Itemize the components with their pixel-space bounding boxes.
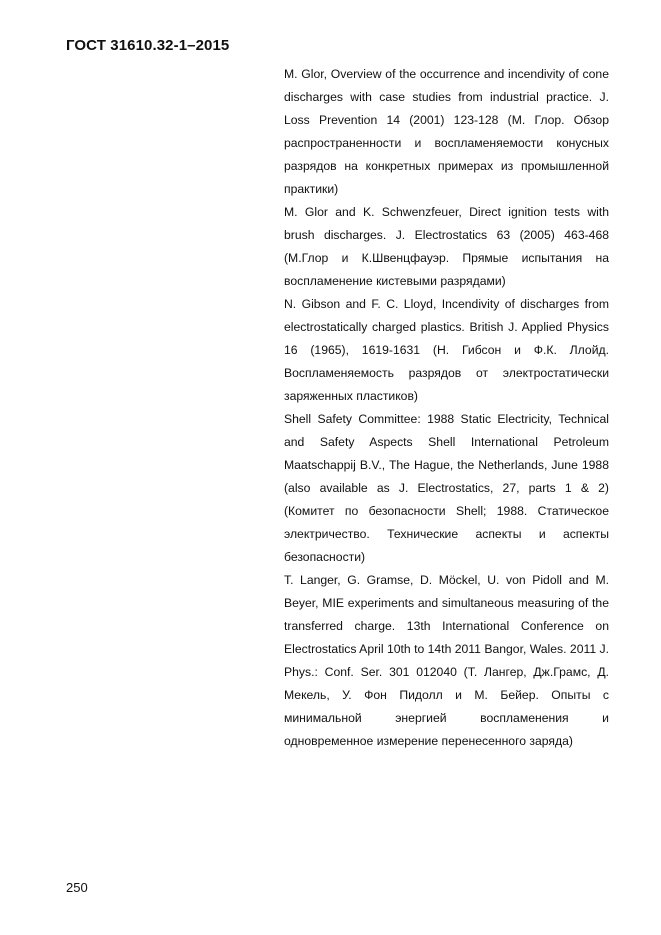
reference-item: N. Gibson and F. C. Lloyd, Incendivity of discharges from electrostatically charged plastics. British J. Applied Physics 16 (1965), 1619-1631 (Н. Гибсон и Ф.К. Ллойд. Воспламеняемость разрядов от электростатически заряженных пластиков) [284,297,609,403]
page-number: 250 [66,880,88,895]
reference-item: T. Langer, G. Gramse, D. Möckel, U. von Pidoll and M. Beyer, MIE experiments and simultaneous measuring of the transferred charge. 13th International Conference on Electrostatics April 10th to 14th 2011 Bangor, Wales. 2011 J. Phys.: Conf. Ser. 301 012040 (Т. Лангер, Дж.Грамс, Д. Мекель, У. Фон Пидолл и М. Бейер. Опыты с минимальной энергией воспламенения и одновременное измерение перенесенного заряда) [284,573,609,748]
reference-item: M. Glor, Overview of the occurrence and incendivity of cone discharges with case studies from industrial practice. J. Loss Prevention 14 (2001) 123-128 (М. Глор. Обзор распространенности и воспламеняемости конусных разрядов на конкретных примерах из промышленной практики) [284,67,609,196]
references-list [284,63,609,753]
document-header: ГОСТ 31610.32-1–2015 [66,37,230,54]
reference-item: M. Glor and K. Schwenzfeuer, Direct ignition tests with brush discharges. J. Electrostatics 63 (2005) 463-468 (М.Глор и К.Швенцфауэр. Прямые испытания на воспламенение кистевыми разрядами) [284,205,609,288]
reference-item: Shell Safety Committee: 1988 Static Electricity, Technical and Safety Aspects Shell International Petroleum Maatschappij B.V., The Hague, the Netherlands, June 1988 (also available as J. Electrostatics, 27, parts 1 & 2) (Комитет по безопасности Shell; 1988. Статическое электричество. Технические аспекты и аспекты безопасности) [284,412,609,564]
